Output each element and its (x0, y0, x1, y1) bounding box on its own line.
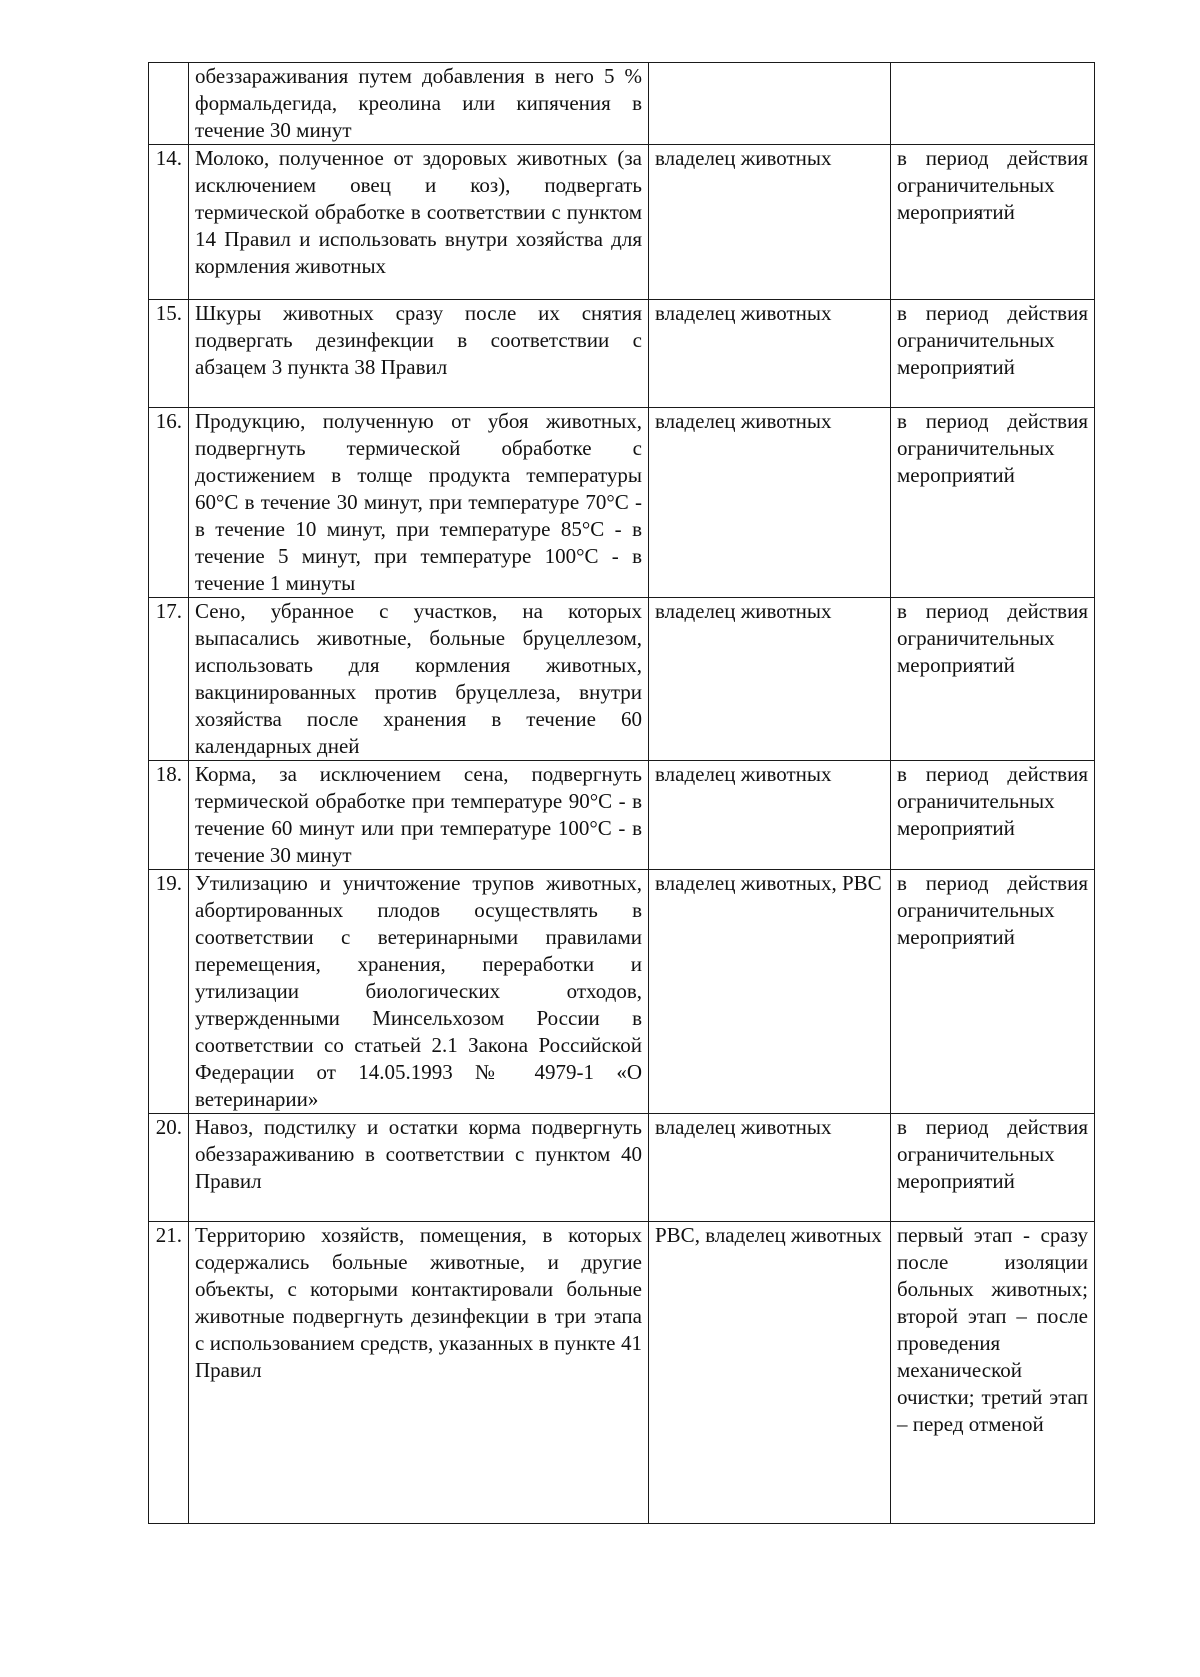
responsible-party (649, 63, 891, 145)
table-row (149, 63, 1095, 145)
row-number: 15. (149, 300, 189, 408)
responsible-party: владелец животных (649, 145, 891, 300)
measure-description: Молоко, полученное от здоровых животных (за исключением овец и коз), подвергать термической обработке в соответствии с пунктом 14 Правил и использовать внутри хозяйства для кормления животных (189, 145, 649, 300)
measures-table (148, 62, 1095, 1524)
row-number: 18. (149, 761, 189, 870)
responsible-party: владелец животных (649, 598, 891, 761)
row-number: 16. (149, 408, 189, 598)
measure-description: Шкуры животных сразу после их снятия подвергать дезинфекции в соответствии с абзацем 3 пункта 38 Правил (189, 300, 649, 408)
table-row (149, 1222, 1095, 1524)
responsible-party: владелец животных (649, 300, 891, 408)
responsible-party: РВС, владелец животных (649, 1222, 891, 1524)
table-row (149, 408, 1095, 598)
row-number: 17. (149, 598, 189, 761)
table-row (149, 761, 1095, 870)
measure-description: Корма, за исключением сена, подвергнуть термической обработке при температуре 90°С - в течение 60 минут или при температуре 100°С - в течение 30 минут (189, 761, 649, 870)
execution-term: в период действия ограничительных мероприятий (891, 145, 1095, 300)
row-number: 20. (149, 1114, 189, 1222)
row-number (149, 63, 189, 145)
measure-description: Сено, убранное с участков, на которых выпасались животные, больные бруцеллезом, использовать для кормления животных, вакцинированных против бруцеллеза, внутри хозяйства после хранения в течение 60 календарных дней (189, 598, 649, 761)
responsible-party: владелец животных (649, 761, 891, 870)
responsible-party: владелец животных, РВС (649, 870, 891, 1114)
execution-term (891, 63, 1095, 145)
execution-term: первый этап - сразу после изоляции больных животных; второй этап – после проведения механической очистки; третий этап – перед отменой (891, 1222, 1095, 1524)
measure-description: Навоз, подстилку и остатки корма подвергнуть обеззараживанию в соответствии с пунктом 40 Правил (189, 1114, 649, 1222)
table-row (149, 598, 1095, 761)
execution-term: в период действия ограничительных мероприятий (891, 761, 1095, 870)
execution-term: в период действия ограничительных мероприятий (891, 408, 1095, 598)
responsible-party: владелец животных (649, 1114, 891, 1222)
table-row (149, 870, 1095, 1114)
row-number: 14. (149, 145, 189, 300)
table-row (149, 145, 1095, 300)
execution-term: в период действия ограничительных мероприятий (891, 300, 1095, 408)
row-number: 19. (149, 870, 189, 1114)
execution-term: в период действия ограничительных мероприятий (891, 1114, 1095, 1222)
measure-description: Территорию хозяйств, помещения, в которых содержались больные животные, и другие объекты, с которыми контактировали больные животные подвергнуть дезинфекции в три этапа с использованием средств, указанных в пункте 41 Правил (189, 1222, 649, 1524)
measure-description: Продукцию, полученную от убоя животных, подвергнуть термической обработке с достижением в толще продукта температуры 60°С в течение 30 минут, при температуре 70°С - в течение 10 минут, при температуре 85°С - в течение 5 минут, при температуре 100°С - в течение 1 минуты (189, 408, 649, 598)
responsible-party: владелец животных (649, 408, 891, 598)
row-number: 21. (149, 1222, 189, 1524)
execution-term: в период действия ограничительных мероприятий (891, 598, 1095, 761)
measure-description: Утилизацию и уничтожение трупов животных, абортированных плодов осуществлять в соответствии с ветеринарными правилами перемещения, хранения, переработки и утилизации биологических отходов, утвержденными Минсельхозом России в соответствии со статьей 2.1 Закона Российской Федерации от 14.05.1993 № 4979-1 «О ветеринарии» (189, 870, 649, 1114)
table-row (149, 1114, 1095, 1222)
measure-description: обеззараживания путем добавления в него 5 % формальдегида, креолина или кипячения в течение 30 минут (189, 63, 649, 145)
table-row (149, 300, 1095, 408)
execution-term: в период действия ограничительных мероприятий (891, 870, 1095, 1114)
